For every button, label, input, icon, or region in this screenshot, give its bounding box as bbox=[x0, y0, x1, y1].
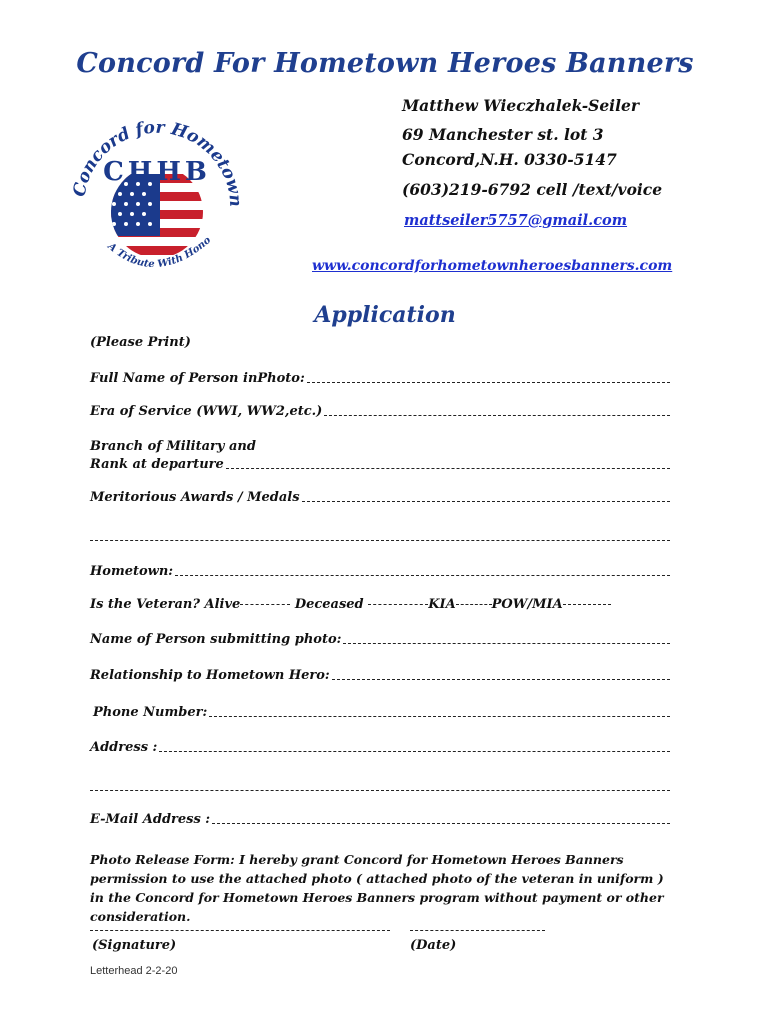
website-link[interactable]: www.concordforhometownheroesbanners.com bbox=[312, 258, 673, 274]
contact-city: Concord,N.H. 0330-5147 bbox=[402, 150, 617, 169]
email-field[interactable] bbox=[90, 812, 670, 827]
email-line[interactable] bbox=[212, 823, 670, 824]
hometown-field[interactable] bbox=[90, 564, 670, 579]
contact-street: 69 Manchester st. lot 3 bbox=[402, 125, 604, 144]
awards-extra-line[interactable] bbox=[90, 540, 670, 541]
hometown-line[interactable] bbox=[175, 575, 670, 576]
kia-line[interactable] bbox=[456, 604, 492, 605]
address-extra-line[interactable] bbox=[90, 790, 670, 791]
chhb-logo bbox=[62, 92, 242, 282]
address-field[interactable] bbox=[90, 740, 670, 755]
full-name-line[interactable] bbox=[307, 382, 670, 383]
application-heading: Application bbox=[314, 302, 456, 328]
contact-phone: (603)219-6792 cell /text/voice bbox=[402, 180, 663, 199]
deceased-label: Deceased bbox=[294, 597, 364, 612]
contact-name: Matthew Wieczhalek-Seiler bbox=[402, 96, 639, 115]
email-label: E-Mail Address : bbox=[90, 812, 211, 827]
pow-label: POW/MIA bbox=[491, 597, 563, 612]
logo-arc-text: Concord for Hometow bbox=[69, 117, 242, 199]
relationship-field[interactable] bbox=[90, 668, 670, 683]
veteran-status-row bbox=[90, 597, 611, 612]
branch-label-line1: Branch of Military and bbox=[90, 439, 256, 454]
hometown-label: Hometown: bbox=[90, 564, 174, 579]
full-name-field[interactable] bbox=[90, 371, 670, 386]
address-line[interactable] bbox=[159, 751, 670, 752]
branch-field[interactable] bbox=[90, 457, 670, 472]
awards-field[interactable] bbox=[90, 490, 670, 505]
kia-label: KIA bbox=[428, 597, 456, 612]
branch-line[interactable] bbox=[226, 468, 670, 469]
logo-tagline: A Tribute With Hono bbox=[105, 234, 214, 271]
email-link[interactable]: mattseiler5757@gmail.com bbox=[404, 212, 628, 229]
phone-line[interactable] bbox=[209, 716, 670, 717]
logo-initials: CHHB bbox=[103, 157, 211, 187]
submitter-line[interactable] bbox=[343, 643, 670, 644]
date-line[interactable] bbox=[410, 930, 545, 931]
signature-label: (Signature) bbox=[92, 938, 177, 953]
signature-line[interactable] bbox=[90, 930, 390, 931]
date-label: (Date) bbox=[410, 938, 457, 953]
footer-letterhead: Letterhead 2-2-20 bbox=[90, 965, 178, 977]
logo-graphic bbox=[62, 92, 242, 282]
phone-field[interactable] bbox=[93, 705, 670, 720]
page-title: Concord For Hometown Heroes Banners bbox=[76, 48, 694, 79]
submitter-field[interactable] bbox=[90, 632, 670, 647]
alive-line[interactable] bbox=[240, 604, 290, 605]
pow-line[interactable] bbox=[563, 604, 611, 605]
awards-label: Meritorious Awards / Medals bbox=[90, 490, 300, 505]
era-label: Era of Service (WWI, WW2,etc.) bbox=[90, 404, 323, 419]
deceased-line[interactable] bbox=[368, 604, 428, 605]
awards-line[interactable] bbox=[302, 501, 670, 502]
phone-label: Phone Number: bbox=[93, 705, 208, 720]
era-field[interactable] bbox=[90, 404, 670, 419]
era-line[interactable] bbox=[324, 415, 670, 416]
submitter-label: Name of Person submitting photo: bbox=[90, 632, 342, 647]
relationship-label: Relationship to Hometown Hero: bbox=[90, 668, 330, 683]
full-name-label: Full Name of Person inPhoto: bbox=[90, 371, 305, 386]
photo-release-text: Photo Release Form: I hereby grant Concord for Hometown Heroes Banners permission to use the attached photo ( attached photo of the veteran in uniform ) in the Concord for Hometown Heroes Banners program without payment or other consideration. bbox=[90, 852, 664, 924]
address-label: Address : bbox=[90, 740, 158, 755]
branch-label-line2: Rank at departure bbox=[90, 457, 224, 472]
please-print-note: (Please Print) bbox=[90, 335, 191, 350]
relationship-line[interactable] bbox=[332, 679, 670, 680]
veteran-question: Is the Veteran? Alive bbox=[90, 597, 241, 612]
